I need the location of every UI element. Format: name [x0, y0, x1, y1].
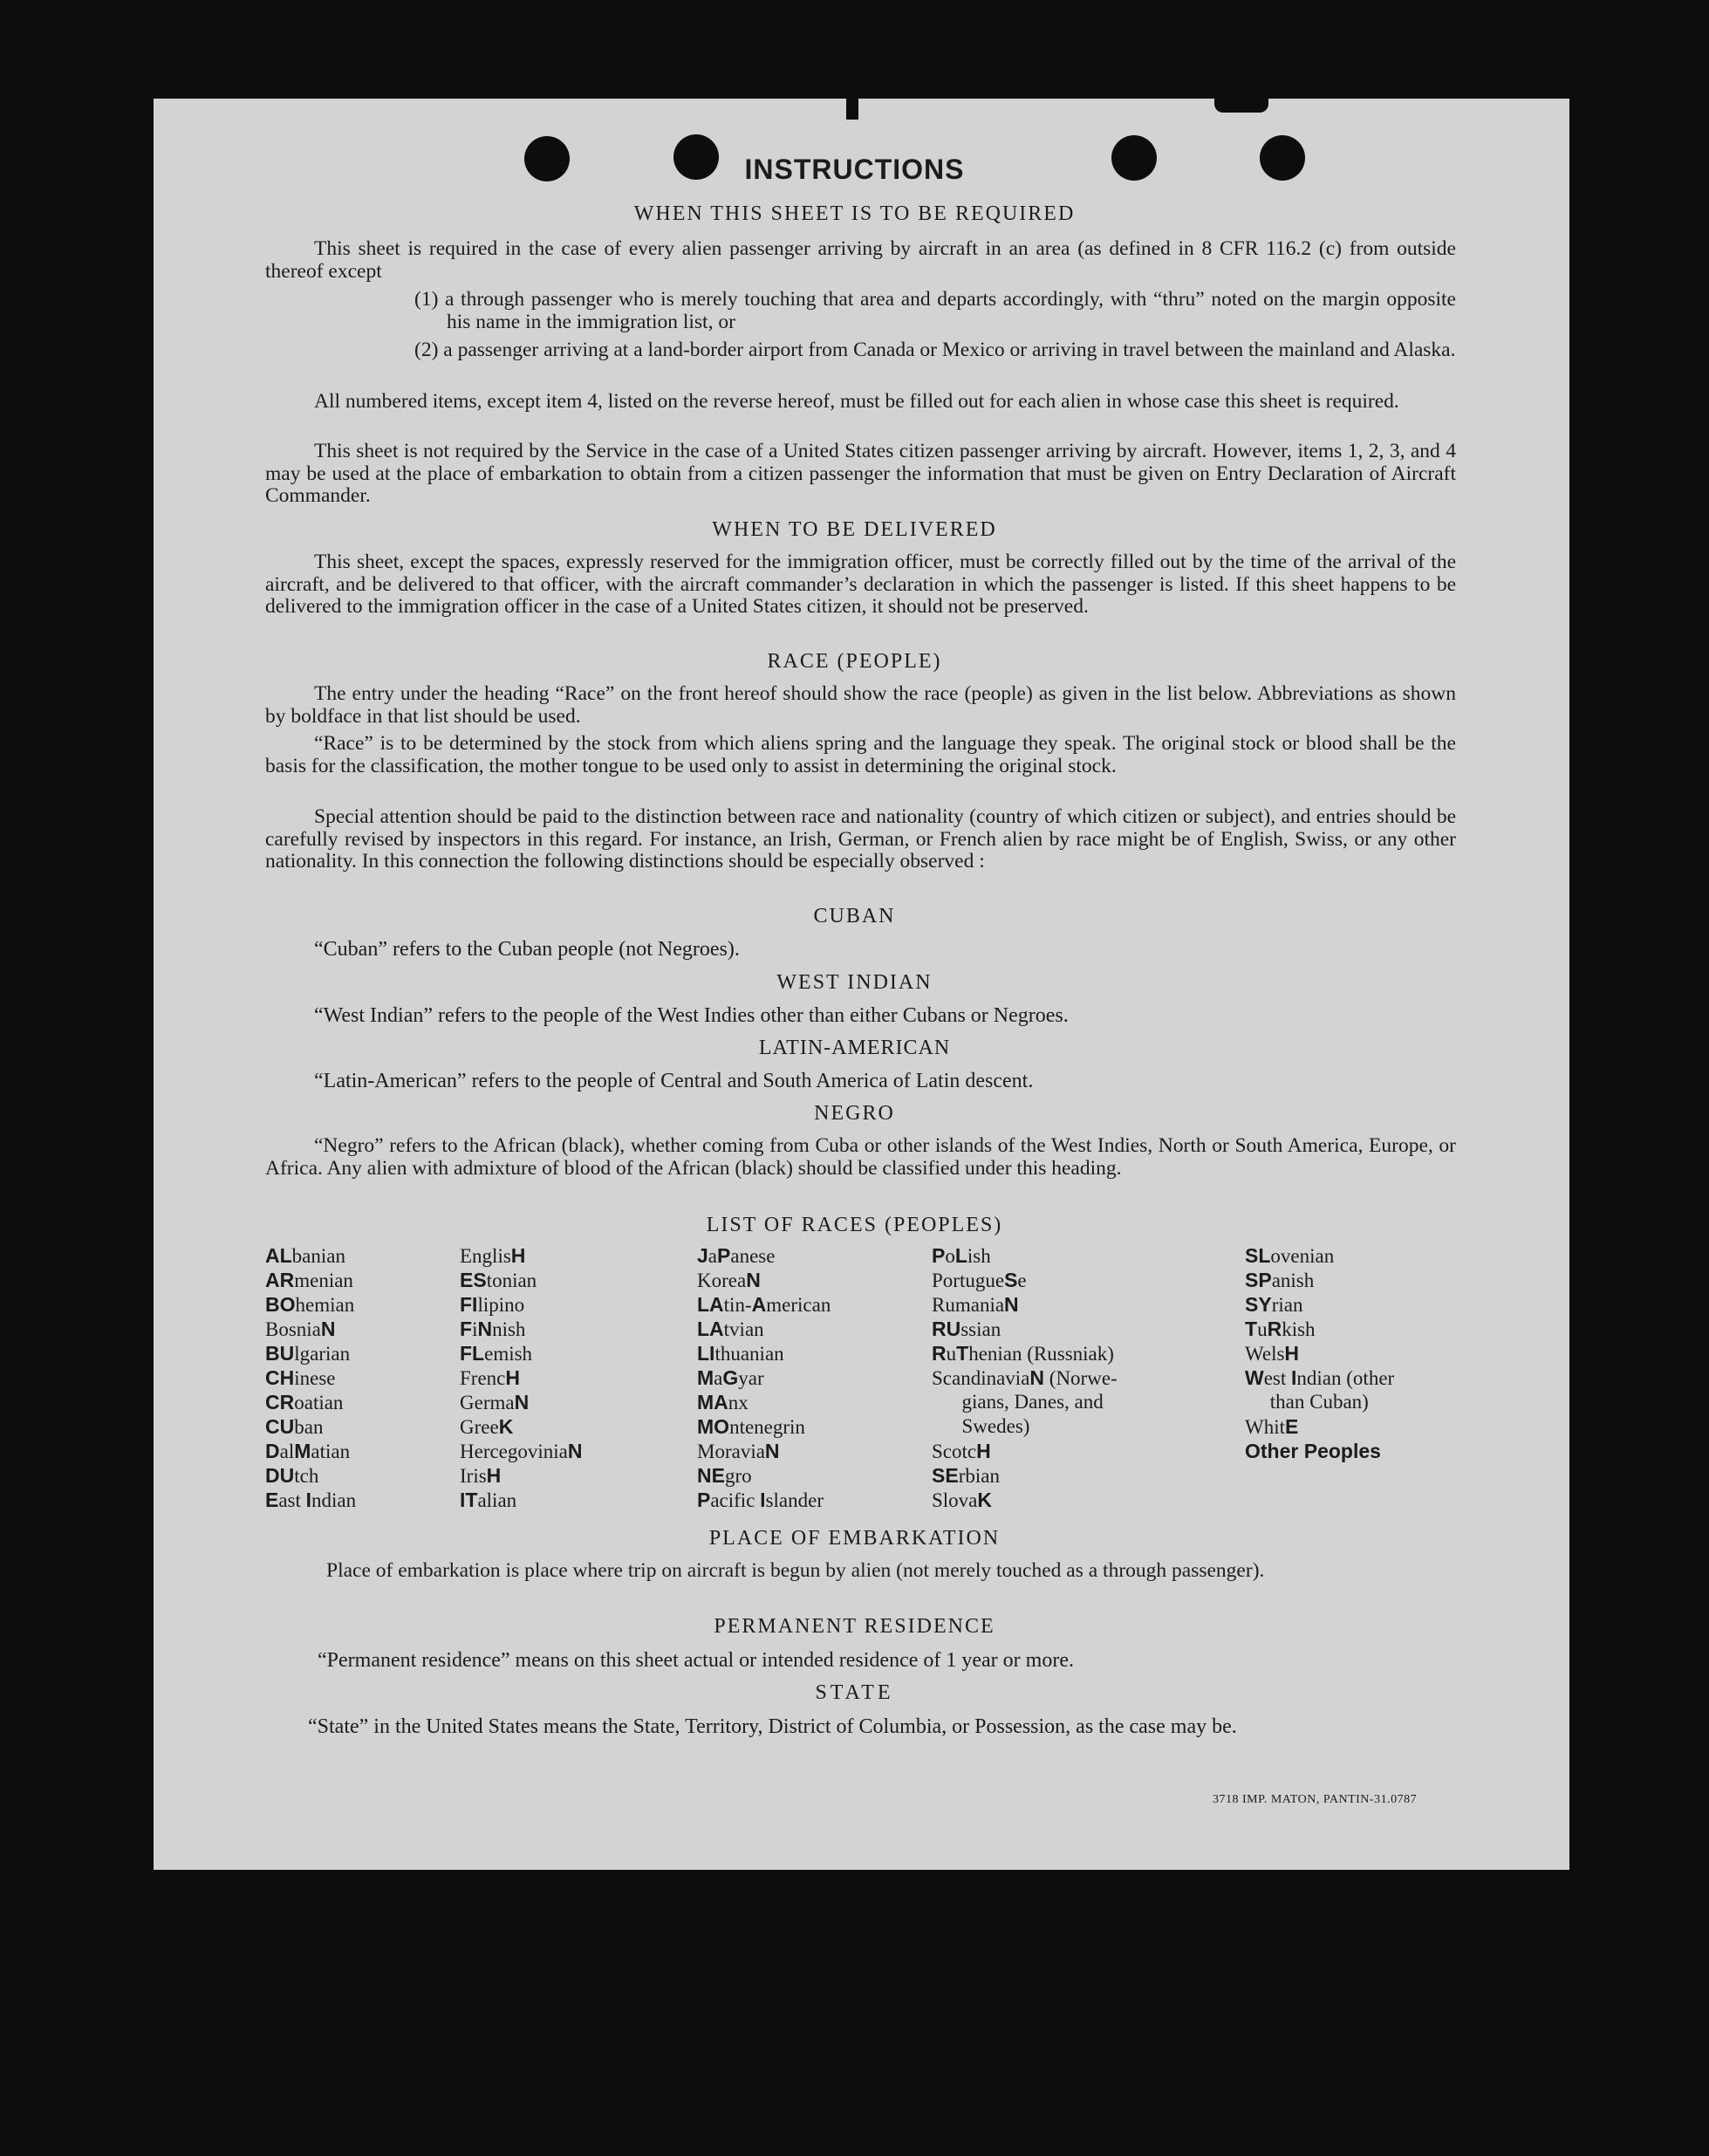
- race-entry: MaGyar: [697, 1366, 764, 1389]
- section-heading-when-required: WHEN THIS SHEET IS TO BE REQUIRED: [633, 202, 1076, 225]
- paragraph: This sheet is required in the case of every alien passenger arriving by aircraft in an area (as defined in 8 CFR 116.2 (c) from outside thereof except: [265, 237, 1456, 283]
- section-heading-negro: NEGRO: [814, 1102, 895, 1125]
- race-entry: RumaniaN: [932, 1293, 1019, 1316]
- race-entry: WelsH: [1245, 1342, 1300, 1365]
- paper-tear: [1214, 93, 1268, 113]
- race-entry: West Indian (other: [1245, 1366, 1395, 1389]
- race-entry: PoLish: [932, 1244, 991, 1267]
- definition-text: “State” in the United States means the State, Territory, District of Columbia, or Possession, as the case may be.: [308, 1715, 1237, 1738]
- section-heading-embarkation: PLACE OF EMBARKATION: [708, 1527, 1001, 1550]
- race-entry: Swedes): [932, 1415, 1030, 1437]
- exception-item-2: (2) a passenger arriving at a land-border airport from Canada or Mexico or arriving in travel between the mainland and Alaska.: [414, 339, 1456, 361]
- race-entry: FIlipino: [460, 1293, 525, 1316]
- section-heading-latin-american: LATIN-AMERICAN: [758, 1037, 951, 1059]
- race-entry: Other Peoples: [1245, 1440, 1381, 1462]
- race-entry: ARmenian: [265, 1269, 353, 1291]
- race-entry: TuRkish: [1245, 1318, 1316, 1340]
- race-entry: ScotcH: [932, 1440, 991, 1462]
- definition-text: “Latin-American” refers to the people of Central and South America of Latin descent.: [314, 1070, 1034, 1092]
- race-entry: SErbian: [932, 1464, 1000, 1487]
- race-entry: RUssian: [932, 1318, 1001, 1340]
- definition-text: “Permanent residence” means on this sheet actual or intended residence of 1 year or more.: [318, 1649, 1074, 1672]
- race-entry: WhitE: [1245, 1415, 1299, 1438]
- paragraph: “Race” is to be determined by the stock from which aliens spring and the language they speak. The original stock or blood shall be the basis for the classification, the mother tongue to be used only to assist in determining the original stock.: [265, 732, 1456, 777]
- race-entry: LAtin-American: [697, 1293, 831, 1316]
- race-entry: DUtch: [265, 1464, 319, 1487]
- race-entry: ScandinaviaN (Norwe-: [932, 1366, 1118, 1389]
- definition-text: “Cuban” refers to the Cuban people (not Negroes).: [314, 938, 740, 961]
- definition-text: “West Indian” refers to the people of the West Indies other than either Cubans or Negroes.: [314, 1004, 1069, 1027]
- race-entry: MoraviaN: [697, 1440, 780, 1462]
- race-entry: SYrian: [1245, 1293, 1303, 1316]
- race-entry: than Cuban): [1245, 1391, 1369, 1413]
- race-entry: MAnx: [697, 1391, 749, 1413]
- race-entry: PortugueSe: [932, 1269, 1027, 1291]
- race-entry: EStonian: [460, 1269, 537, 1291]
- race-entry: ITalian: [460, 1489, 517, 1511]
- race-entry: GreeK: [460, 1415, 514, 1438]
- section-heading-race: RACE (PEOPLE): [767, 650, 942, 673]
- race-entry: JaPanese: [697, 1244, 776, 1267]
- race-entry: FiNnish: [460, 1318, 526, 1340]
- paragraph: This sheet is not required by the Service in the case of a United States citizen passenger arriving by aircraft. However, items 1, 2, 3, and 4 may be used at the place of embarkation to obtain from a citizen passenger the information that must be given on Entry Declaration of Aircraft Commander.: [265, 440, 1456, 507]
- paragraph: “Negro” refers to the African (black), whether coming from Cuba or other islands of the West Indies, North or South America, Europe, or Africa. Any alien with admixture of blood of the African (black) should be classified under this heading.: [265, 1134, 1456, 1180]
- section-heading-cuban: CUBAN: [813, 905, 896, 927]
- race-entry: FrencH: [460, 1366, 520, 1389]
- race-entry: BOhemian: [265, 1293, 355, 1316]
- race-entry: CHinese: [265, 1366, 336, 1389]
- section-heading-west-indian: WEST INDIAN: [776, 971, 933, 994]
- race-entry: SLovenian: [1245, 1244, 1335, 1267]
- section-heading-state: STATE: [815, 1681, 894, 1704]
- exception-item-1: (1) a through passenger who is merely touching that area and departs accordingly, with “thru” noted on the margin opposite his name in the immigration list, or: [414, 288, 1456, 333]
- race-entry: IrisH: [460, 1464, 502, 1487]
- race-entry: EnglisH: [460, 1244, 526, 1267]
- race-entry: FLemish: [460, 1342, 533, 1365]
- race-entry: SPanish: [1245, 1269, 1315, 1291]
- race-entry: ALbanian: [265, 1244, 345, 1267]
- race-entry: KoreaN: [697, 1269, 761, 1291]
- paragraph: Place of embarkation is place where trip on aircraft is begun by alien (not merely touched as a through passenger).: [326, 1559, 1265, 1582]
- paragraph: Special attention should be paid to the distinction between race and nationality (country of which citizen or subject), and entries should be carefully revised by inspectors in this regard. For instance, an Irish, German, or French alien by race might be of English, Swiss, or any other nationality. In this connection the following distinctions should be especially observed :: [265, 805, 1456, 873]
- race-entry: BosniaN: [265, 1318, 336, 1340]
- section-heading-when-delivered: WHEN TO BE DELIVERED: [712, 518, 997, 541]
- race-entry: Pacific Islander: [697, 1489, 824, 1511]
- paragraph: The entry under the heading “Race” on the front hereof should show the race (people) as given in the list below. Abbreviations as shown by boldface in that list should be used.: [265, 682, 1456, 728]
- race-entry: NEgro: [697, 1464, 752, 1487]
- race-entry: CRoatian: [265, 1391, 344, 1413]
- race-entry: BUlgarian: [265, 1342, 351, 1365]
- race-entry: HercegoviniaN: [460, 1440, 583, 1462]
- race-entry: CUban: [265, 1415, 324, 1438]
- race-entry: gians, Danes, and: [932, 1391, 1104, 1413]
- race-entry: GermaN: [460, 1391, 530, 1413]
- paragraph: All numbered items, except item 4, listed on the reverse hereof, must be filled out for each alien in whose case this sheet is required.: [314, 390, 1399, 413]
- printer-mark: 3718 IMP. MATON, PANTIN-31.0787: [1213, 1793, 1418, 1806]
- race-entry: RuThenian (Russniak): [932, 1342, 1114, 1365]
- paper-tear: [846, 93, 858, 120]
- paragraph: This sheet, except the spaces, expressly reserved for the immigration officer, must be correctly filled out by the time of the arrival of the aircraft, and be delivered to that officer, with the aircraft commander’s declaration in which the passenger is listed. If this sheet happens to be delivered to the immigration officer in the case of a United States citizen, it should not be preserved.: [265, 551, 1456, 618]
- race-entry: East Indian: [265, 1489, 357, 1511]
- section-heading-list-of-races: LIST OF RACES (PEOPLES): [706, 1214, 1003, 1236]
- race-entry: DalMatian: [265, 1440, 351, 1462]
- section-heading-residence: PERMANENT RESIDENCE: [714, 1615, 995, 1638]
- race-entry: LAtvian: [697, 1318, 764, 1340]
- race-entry: LIthuanian: [697, 1342, 784, 1365]
- document-title: INSTRUCTIONS: [744, 154, 965, 185]
- race-entry: MOntenegrin: [697, 1415, 805, 1438]
- race-entry: SlovaK: [932, 1489, 993, 1511]
